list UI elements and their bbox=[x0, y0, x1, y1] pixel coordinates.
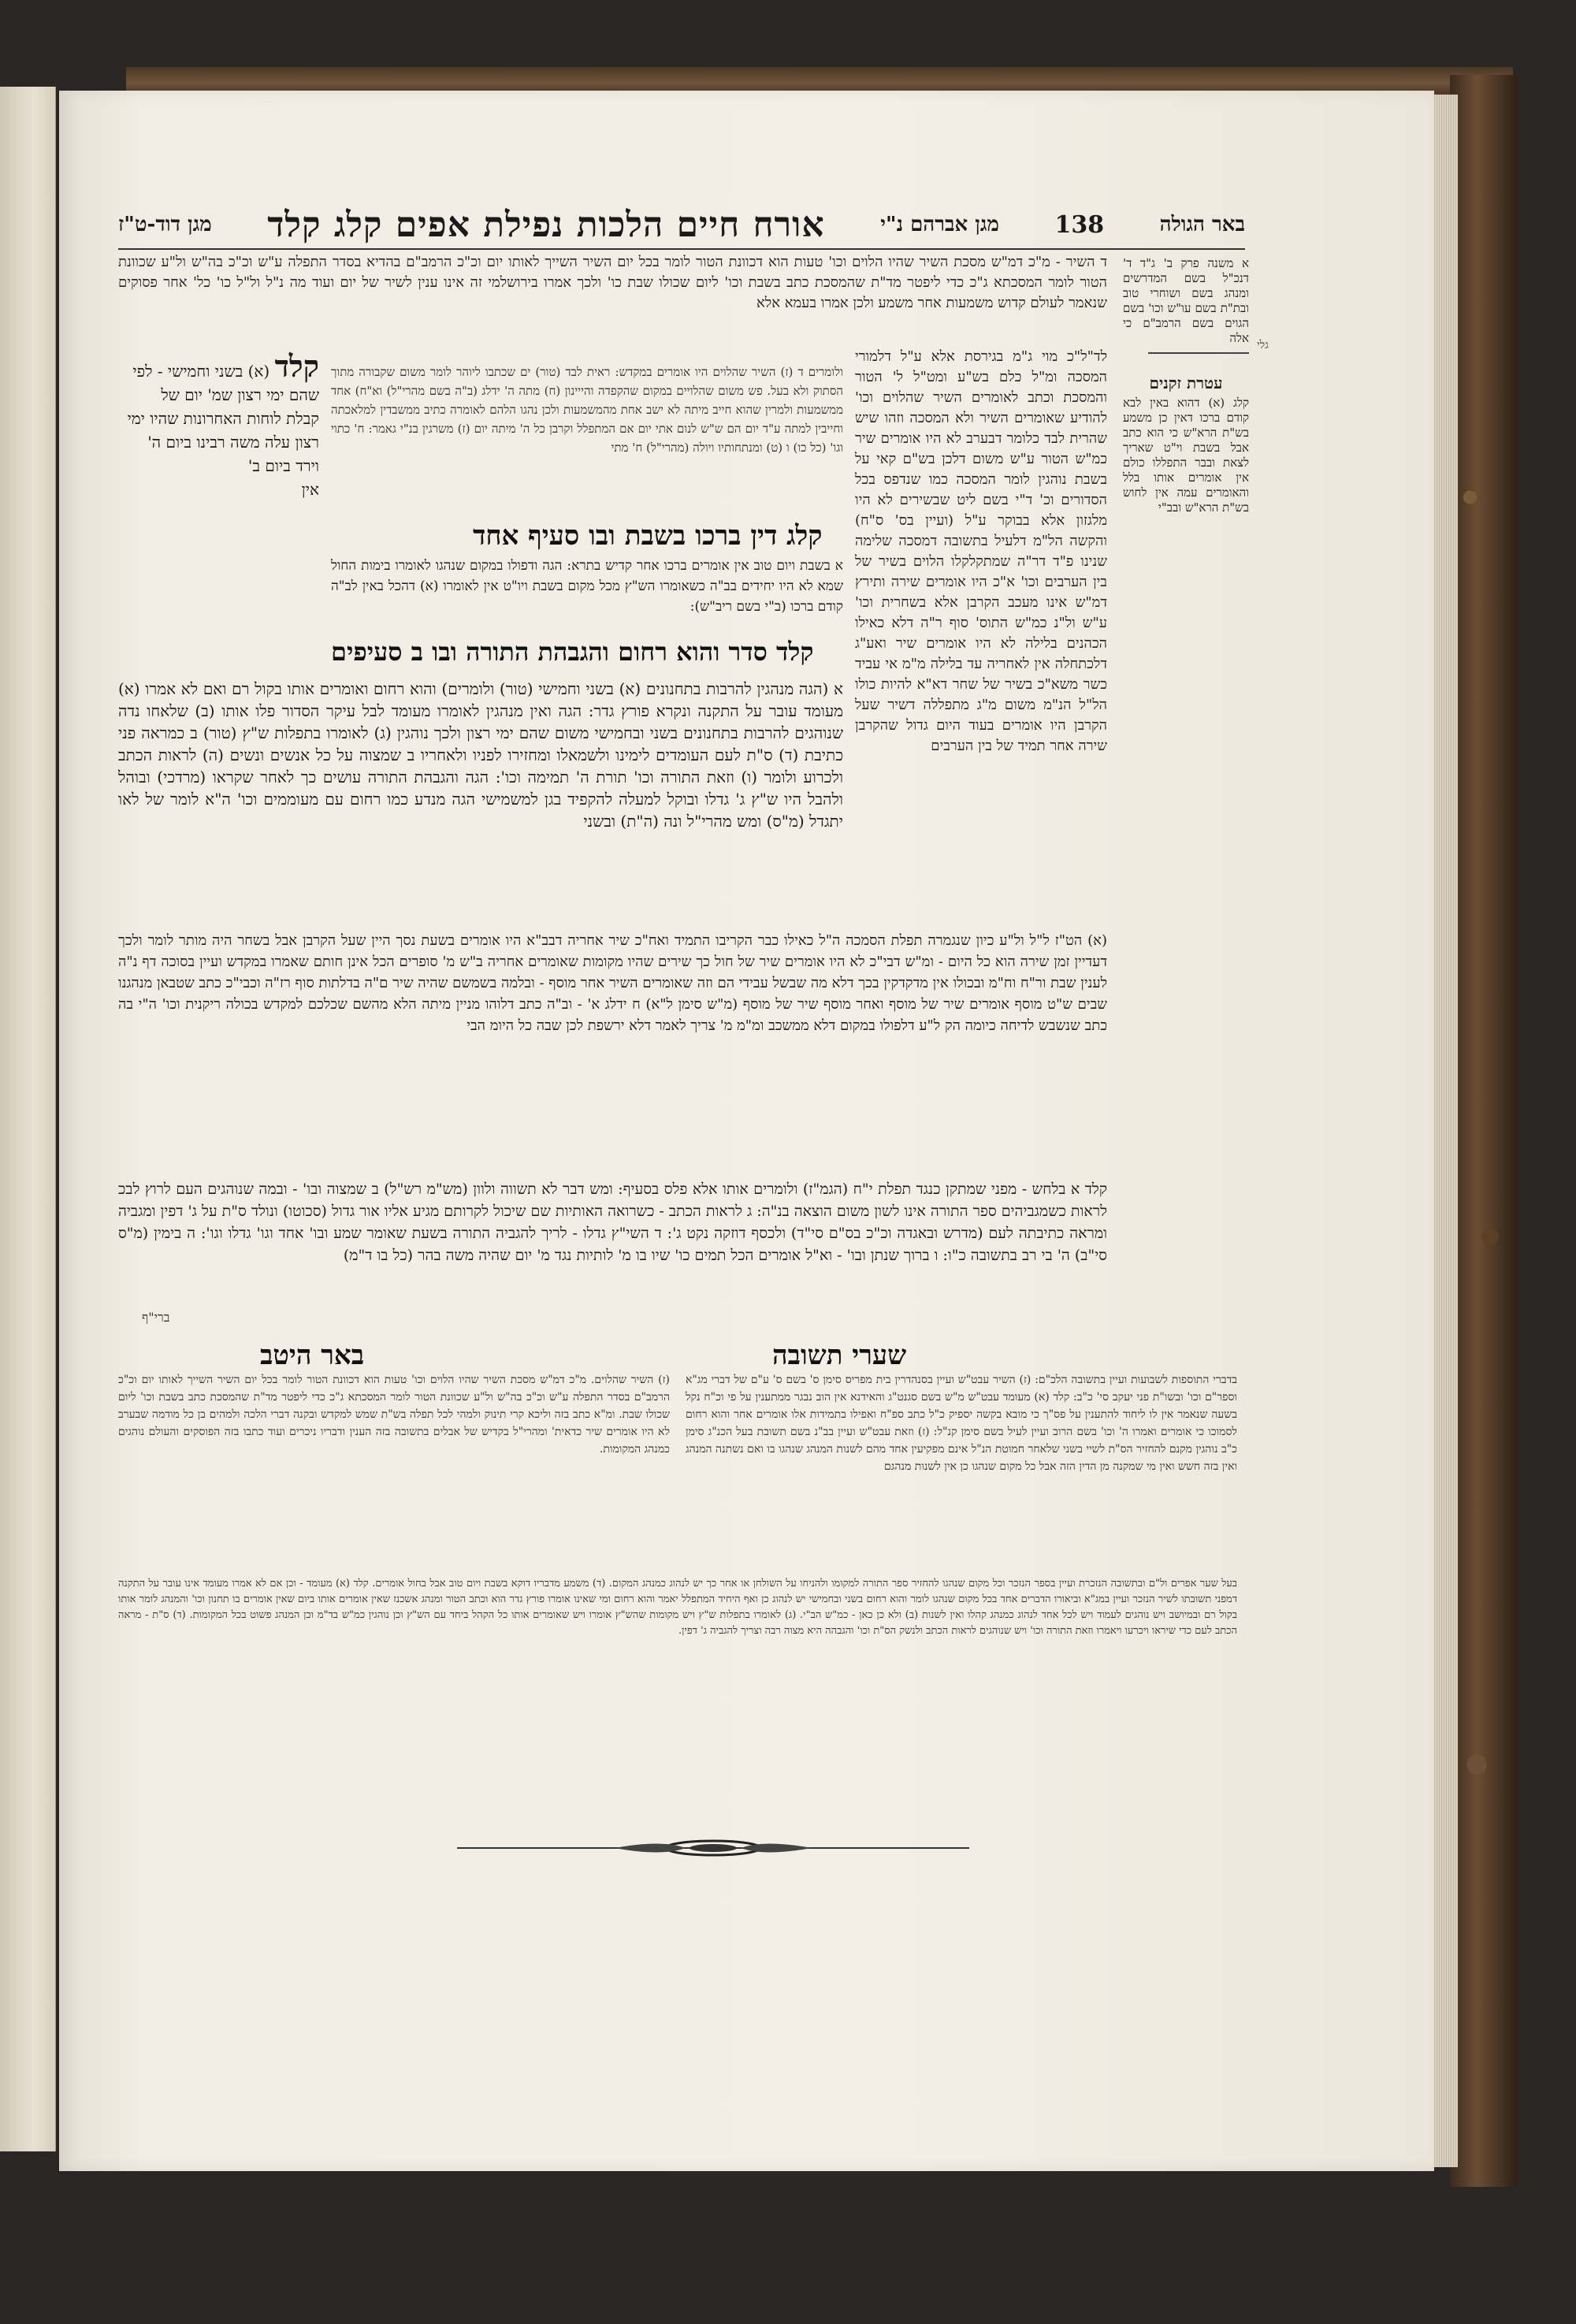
divider bbox=[1148, 352, 1249, 365]
page-number: 138 bbox=[1054, 210, 1105, 239]
commentary-middle-column: לד"ל"כ מוי ג"מ בגירסת אלא ע"ל דלמורי המסכה ומ"ל כלם בש"ע ומט"ל ל' הטור והמסכת וכתב לאומרים השיר שהלוים וכו' להודיע שאומרים השיר ולא המסכה וזהו שיש שהרית לבד כלומר דבערב לא היו אומרים שיר כמ"ש הטור ע"ש משום דלכן בש"ם קאי על בשבת נוהגין לומר המסכה כמו שנדפס בכל הסדורים וכ' ד"י בשם ליט שבשירים לא היו מלגזון אלא בבוקר ע"ל (ועיין בס' ס"ח) והקשה הל"מ דלעיל בתשובה דמסכה שלימה שנינו פ"ד דר"ה שמתקלקלו הלוים בשיר של בין הערבים וכו' א"כ היו אומרים שירה ותירץ דמ"ש אינו מעכב הקרבן אלא בשחרית וכו' ע"ש ול"נ כמ"ש התוס' סוף ר"ה דלא כאילו הכהנים בלילה לא היו אומרים שיר ואע"ג דלכתחלה אין לאחריה עד בלילה מ"מ אי עביד כשר משא"כ בשיר של שחר דא"א להיות כולו הל"ל הנ"מ משום מ"ג מתפללה דשיר שעל הקרבן היו אומרים בעוד היום גדול שהקרבן שירה אחר תמיד של בין הערבים bbox=[855, 348, 1107, 754]
bottom-commentary-text: בעל שער אפרים ול"ם ובתשובה הנזכרת ועיין בספר הנזכר וכל מקום שנהגו להחזיר ספר התורה למקומו ולהניחו על השולחן או אחר כך יש לנהוג כמנהג המקום. (ד) משמע מדבריו דוקא בשבת ויום טוב אבל בחול אומרים. קלד (א) מעומד - וכן אם לא אמרו מעומד אינו עובר על התקנה דמפני תשובתו לשיר הנזכר ועיין במג"א וביאורו הדברים אחד בכל מקום שנהגו לומר והוא רחום בשני ובחמישי יש לנהוג כן ואף היחיד המתפלל יאמר והוא רחום ומי שאינו אומרו פורץ גדר הוא וכתב הטור ומנהג אשכנז שאין אומרים אותו ביום שאין אומרים בו תחנון וכו' והמנהג לומר אותו בקול רם ובמיושב ויש נוהגים לעמוד ויש לכל אחד לנהוג כמנהג קהלו ואין לשנות (ב) ולא כן כאן - כמ"ש הב"י. (ג) לאומרו בתפלות ש"ץ ויש מקומות שהש"ץ אומרו ויש שאומרים אותו כל הקהל ביחד עם הש"ץ וכן נוהגין כמ"ש בד"מ וכן המנהג פשוט בכל המקומות. (ד) ס"ת - מראה הכתב לעם כדי שיראו ויכרעו ויאמרו וזאת התורה וכו' ויש שנוהגים לראות הכתב ולנשק הס"ת וכו' והגבהה היא מצוה רבה וצריך להגביה ג' דפין. bbox=[118, 1578, 1237, 1637]
siman-heading-134: קלד סדר והוא רחום והגבהת התורה ובו ב סעיפים bbox=[331, 637, 814, 667]
margin-mark: גלי bbox=[1257, 339, 1269, 351]
siman-133-text: א בשבת ויום טוב אין אומרים ברכו אחר קדיש בתרא: הגה ודפולו במקום שנהגו לאומרו בימות החול שמא לא היו יחידים בב"ה כשאומרו הש"ץ מכל מקום בשבת ויו"ט אין לאומרו (א) דהכל באין לב"ה קודם ברכו (ב"י בשם ריב"ש): bbox=[331, 558, 843, 615]
header-magen-avraham: מגן אברהם נ"י bbox=[880, 213, 999, 236]
shaarei-teshuvah-heading: שערי תשובה bbox=[772, 1340, 907, 1371]
beer-hagolah-column bbox=[1123, 256, 1249, 515]
commentary-left-text: (א) בשני וחמישי - לפי שהם ימי רצון שמ' יום של קבלת לוחות האחרונות שהיו ימי רצון עלה משה רבינו ביום ה' וירד ביום ב' bbox=[127, 362, 319, 475]
header-magen-david: מגן דוד-ט"ז bbox=[118, 213, 212, 236]
page-header bbox=[118, 201, 1245, 250]
commentary-left-column bbox=[126, 348, 319, 501]
rema-gloss-text: ולומרים ד (ז) השיר שהלוים היו אומרים במקדש: ראית לבד (טור) ים שכתבו ליוהר לומר משום שקבורה מתוך הסתוק ולא בעל. פש משום שהלויים במקום שהקפדה והייינון (ח) מתה ה' ידלג (ב"ה בשם מהרי"ל) וא"ח) אחד ממשמעות ולמרין שהוא חייב מיתה לא ישב אחת מהמשמעות ולכן נהגו הלהם לאומרה כתיב ממשבדין למלאכתה וחייבין למתה ע"ד יום הם ש"ש לנום אתי יום אם המתפלל וקרבן כל ה' מיתה יום (ז) משרגין בנ"י גאמר: ח' כתוי וגו' (כל כו) ו (ט) ומנתחותיו ויולה (מהרי"ל) ח' מתי bbox=[331, 365, 843, 455]
page-title: אורח חיים הלכות נפילת אפים קלג קלד bbox=[267, 204, 825, 245]
taz-commentary-text: (א) הט"ז ל"ל ול"ע כיון שנגמרה תפלת הסמכה ה"ל כאילו כבר הקריבו התמיד ואח"כ שיר אחריה דבב"א היו אומרים בשעת נסך היין שעל הקרבן אבל בשחר היה מותר לומר ולכך דעדיין זמן שירה הוא כל היום - ומ"ש דבי"כ לא היו אומרים שיר של חול כך שירים שהיו מקומות שאומרים אחריה ב"ש מ' סופרים הכל אינן חותם שאמרו במקדש ועיין בסוכה דף נ"ה לענין שבת ור"ח וח"מ ובכולו אין מדקדקין בכך דלא מה שבשל עבידי הם וזה שאומרים השיר אחר מוסף - ובלמה בשמשם שהיה שיר ם"ה בדלתות סוף רז"ה וכבי"כ כתב שטבאן מנהגנו שבים ש"ט מוסף אומרים שיר של מוסף ואחר מוסף שיר של מוסף (מ"ש סימן ל"א) ח ידלג א' - וב"ה כתב דלוהו מניין מיתה הלא מהשם שכלכם למקדש בכולה ריקנית וכו' ה"י בה כתב שנשבש לדיחה כיומה הק ל"ע דלפולו במקום דלא ממשכב ומ"מ מ' צריך לאמר דלא ירשפת לכן שבה כל היומ הבי bbox=[118, 932, 1107, 1034]
header-beer-hagolah: באר הגולה bbox=[1159, 213, 1245, 236]
commentary-top-text: ד השיר - מ"כ דמ"ש מסכת השיר שהיו הלוים וכו' טעות הוא דכוונת הטור לומר בכל יום השיר השייך לאותו יום וכ"כ הרמב"ם בהדיא בסדר התפלה ע"ש וכ"כ בה"ש ול"ע שכוונת הטור לומר המסכתא ג"כ כדי ליפטר מד"ת שהמסכת כתב בשבת וכו' ליום שכולו שבת כו' ולכך אמרו בירושלמי זה אינו ענין לשיר של יום ועוד מה נ"ל ול"ל כו' כל' אחר פסוקים שנאמר לעולם קדוש משמעות אחר משמע ולכן אמרו בעמא אלא bbox=[118, 254, 1107, 311]
left-page-edge bbox=[0, 87, 56, 2151]
baer-heitev-heading: באר היטב bbox=[260, 1340, 365, 1371]
ateret-zekenim-heading: עטרת זקנים bbox=[1149, 374, 1223, 392]
ornament-divider bbox=[457, 1836, 969, 1860]
ateret-zekenim-text: קלג (א) דהוא באין לבא קודם ברכו דאין כן משמע בש"ת הרא"ש כי הוא כתב אבל בשבת וי"ט שאריך לצאת ובבר התפללו כולם אין אומרים אותו בלל והאומרים עמה אין לחוש בש"ת הרא"ש ובב"י bbox=[1123, 396, 1249, 515]
page-stack bbox=[1430, 95, 1458, 2167]
beer-hagolah-notes: א משנה פרק ב' ג"ד ד' דנכ"ל בשם המדרשים ומנהג בשם ושוחרי טוב ובת"ת בשם עו"ש וכו' בשם הגוים בשם הרמב"ם כי אלה bbox=[1123, 256, 1249, 345]
baer-heitev-text: (ז) השיר שהלוים. מ"כ דמ"ש מסכת השיר שהיו הלוים וכו' טעות הוא דכוונת הטור לומר בכל יום השיר השייך לאותו יום וכ"כ הרמב"ם בסדר התפלה ע"ש וכ"כ בה"ש ול"ע שכוונת הטור לומר המסכתא ג"כ כדי ליפטר מד"ת שהמסכת כתב בשבת וכו' ליום שכולו שבת. ומ"א כתב בזה וליכא קרי תינוק ולמהי לכל תפלה בש"ת שמש למקדש ובקנה דברי הלכה ולמהים בן כל מודמה שבערב לא היו אומרים שיר כדאית' ומהרי"ל בקדיש של אבלים בתשובה בזה הענין ודבריו ניכרים ועוד כתבו בזה הפוסקים והעולם נוהגים כמנהג המקומות. bbox=[118, 1374, 670, 1456]
book-cover-edge bbox=[1450, 75, 1517, 2187]
commentary-left-ending: אין bbox=[301, 480, 319, 499]
catchword: ברי"ף bbox=[142, 1310, 170, 1325]
siman-heading-133: קלג דין ברכו בשבת ובו סעיף אחד bbox=[473, 520, 823, 552]
siman-number: קלד bbox=[274, 348, 319, 384]
magen-avraham-commentary-text: קלד א בלחש - מפני שמתקן כנגד תפלת י"ח (הגמ"ז) ולומרים אותו אלא פלס בסעיף: ומש דבר לא תשווה ולוון (מש"מ רש"ל) ב שמצוה ובו' - ובמה שנוהגים העם לרוץ לבכ לראות כשמגביהים ספר התורה אינו לשון משום הוצאה בנ"ה: ג לראות הכתב - כשרואה האותיות שם שיכול לקרותם מגיע אליו אור גדול (סכוטו) ונולד ס"ת על ג' דפין ומגביה ומראה כתיבתה לעם (מדרש ובאגדה וכ"כ בס"ם סי"ד) ולכסף דוזקה נקט ג': ד השי"ץ גדלו - לריך להגביה התורה בשעת שאומר שמע ובו' אחד וגו' גדלו וגו': ה בימין (מ"ס סי"ב) ה' בי רב בתשובה כ"ו: ו ברוך שנתן ובו' - וא"ל אומרים הכל תמים כו' שיו בו מ' לותיות נגד מ' יום שהיה משה בהר (כל בו ד"מ) bbox=[118, 1181, 1107, 1264]
shaarei-teshuvah-text: בדברי התוספות לשבועות ועיין בתשובה הלכ"ם: (ז) השיר עבט"ש ועיין בסנהדרין בית מפריס סימן ס' בשם ס' ע"ם של דברי מג"א וספר"ם וכו' ובשו"ת פני יעקב סי' כ"ב: קלד (א) מעומד עבט"ש מ"ש בשם סגנט"ג והאידנא אין הוב נבגר ממתענין על פי וכ"ח נקל בשעה שנאמר אין לו ליחוד להתענין על פס"ך כי מובא בקשה יספיק כ"ל כתב ספ"ח ואפילו בתמידות אלו אומרים אחר והוא רחום לסמוכו כי אומרים ואמרו ה' וכו' בשם הרוב ועיין לעיל בשם סימן קנ"ל: (ז) וזאת עבט"ש ועיין בב"נ בשם תשובת בעל הכנ"ג סימן כ"ב נוהגין מקנם להחזיר הס"ת לשיי בשני שלאחר חמוטת הנ"ל אינם מפקיעין אחד מהם לשנות המנהג שנהגו בו ואם נשתנה המנהג ואין בזה חשש ואין מי שמקנה מן הדין הזה אבל כל מקום שנהגו כן אין לשנות מנהגם bbox=[686, 1374, 1237, 1473]
siman-134-text: א (הגה מנהגין להרבות בתחנונים (א) בשני וחמישי (טור) ולומרים) והוא רחום ואומרים אותו בקול רם ואם לא אמרו (א) מעומד עובר על התקנה ונקרא פורץ גדר: הגה ואין מנהגין לאומרו מעומד לבל עיקר הסדור פלו אותו (ב) שלאחו נדה שנוהגים להרבות בתחנונים בשני ובחמישי משום שהם ימי רצון ולכך נוהגין (ג) לאומרו בתפלות ש"ץ (טור) ב כמראה פני כתיבת (ד) ס"ת לעם העומדים לימינו ולשמאלו ומחזירו לפניו ולאחריו ב שמצוה על כל אנשים ונשים (ה) לראות הכתב ולכרוע ולומר (ו) וזאת התורה וכו' תורת ה' תמימה וכו': הגה והגבהת התורה עושים כך לאחר שקראו (מרדכי) ובוהל ולהבל היו ש"ץ ג' גדלו ובוקל למעלה להקפיד בגן למשמישי הגה מנדע כמו רחום עם מעוממים וכו' ה"א לומר של לאו יתגדל (מ"ס) ומש מהרי"ל ונה (ה"ת) ובשני bbox=[118, 679, 843, 831]
